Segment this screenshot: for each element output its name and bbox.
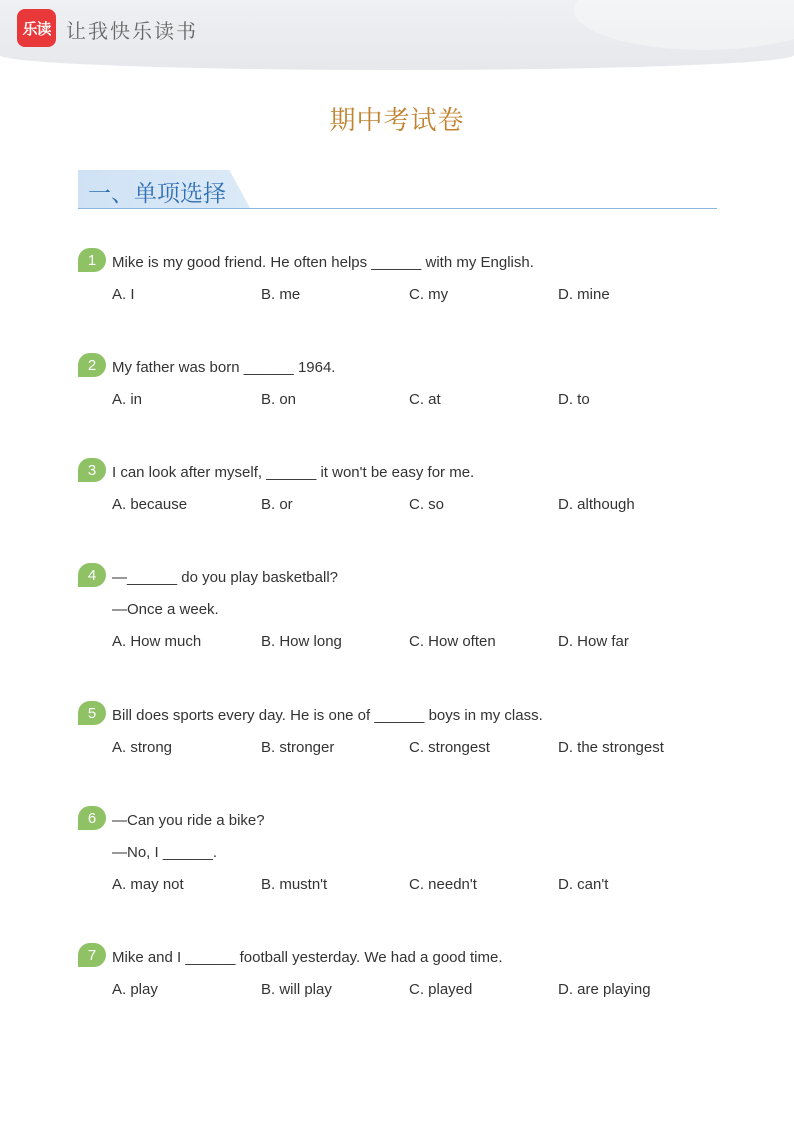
question-text-line-2: —Once a week. [112, 601, 219, 618]
question-number-badge: 3 [78, 458, 106, 482]
question-number-badge: 4 [78, 563, 106, 587]
option-d[interactable]: D. mine [558, 286, 610, 303]
option-a[interactable]: A. in [112, 391, 143, 408]
option-b[interactable]: B. mustn't [261, 876, 328, 893]
option-c[interactable]: C. so [409, 496, 445, 513]
option-d[interactable]: D. although [558, 496, 635, 513]
option-d[interactable]: D. How far [558, 633, 629, 650]
question-number-badge: 7 [78, 943, 106, 967]
question-1 [78, 248, 718, 308]
question-text: I can look after myself, ______ it won't be easy for me. [112, 464, 475, 481]
section-header [78, 170, 717, 209]
option-d[interactable]: D. the strongest [558, 739, 664, 756]
option-b[interactable]: B. or [261, 496, 293, 513]
section-title: 一、单项选择 [88, 180, 226, 206]
question-7 [78, 943, 718, 1003]
question-number-badge: 5 [78, 701, 106, 725]
question-text: —Can you ride a bike? [112, 812, 265, 829]
option-a[interactable]: A. may not [112, 876, 184, 893]
option-c[interactable]: C. my [409, 286, 449, 303]
option-a[interactable]: A. because [112, 496, 188, 513]
option-b[interactable]: B. will play [261, 981, 332, 998]
question-text: My father was born ______ 1964. [112, 359, 336, 376]
option-b[interactable]: B. me [261, 286, 301, 303]
option-d[interactable]: D. are playing [558, 981, 651, 998]
option-b[interactable]: B. on [261, 391, 297, 408]
question-2 [78, 353, 718, 413]
option-a[interactable]: A. strong [112, 739, 173, 756]
question-text: Mike is my good friend. He often helps ______ with my English. [112, 254, 534, 271]
question-6 [78, 806, 718, 898]
option-b[interactable]: B. stronger [261, 739, 335, 756]
option-c[interactable]: C. at [409, 391, 441, 408]
question-4 [78, 563, 718, 655]
option-a[interactable]: A. play [112, 981, 158, 998]
option-b[interactable]: B. How long [261, 633, 342, 650]
question-3 [78, 458, 718, 518]
option-a[interactable]: A. I [112, 286, 135, 303]
option-c[interactable]: C. How often [409, 633, 496, 650]
question-5 [78, 701, 718, 761]
brand-logo: 乐读 [17, 9, 56, 47]
question-text: —______ do you play basketball? [112, 569, 338, 586]
option-c[interactable]: C. strongest [409, 739, 490, 756]
question-number-badge: 6 [78, 806, 106, 830]
question-text-line-2: —No, I ______. [112, 844, 218, 861]
option-c[interactable]: C. needn't [409, 876, 477, 893]
question-number-badge: 2 [78, 353, 106, 377]
question-number-badge: 1 [78, 248, 106, 272]
option-d[interactable]: D. can't [558, 876, 609, 893]
option-d[interactable]: D. to [558, 391, 590, 408]
question-text: Bill does sports every day. He is one of ______ boys in my class. [112, 707, 543, 724]
option-c[interactable]: C. played [409, 981, 473, 998]
page-title: 期中考试卷 [329, 105, 465, 135]
brand-slogan: 让我快乐读书 [66, 21, 198, 43]
option-a[interactable]: A. How much [112, 633, 202, 650]
question-text: Mike and I ______ football yesterday. We had a good time. [112, 949, 503, 966]
